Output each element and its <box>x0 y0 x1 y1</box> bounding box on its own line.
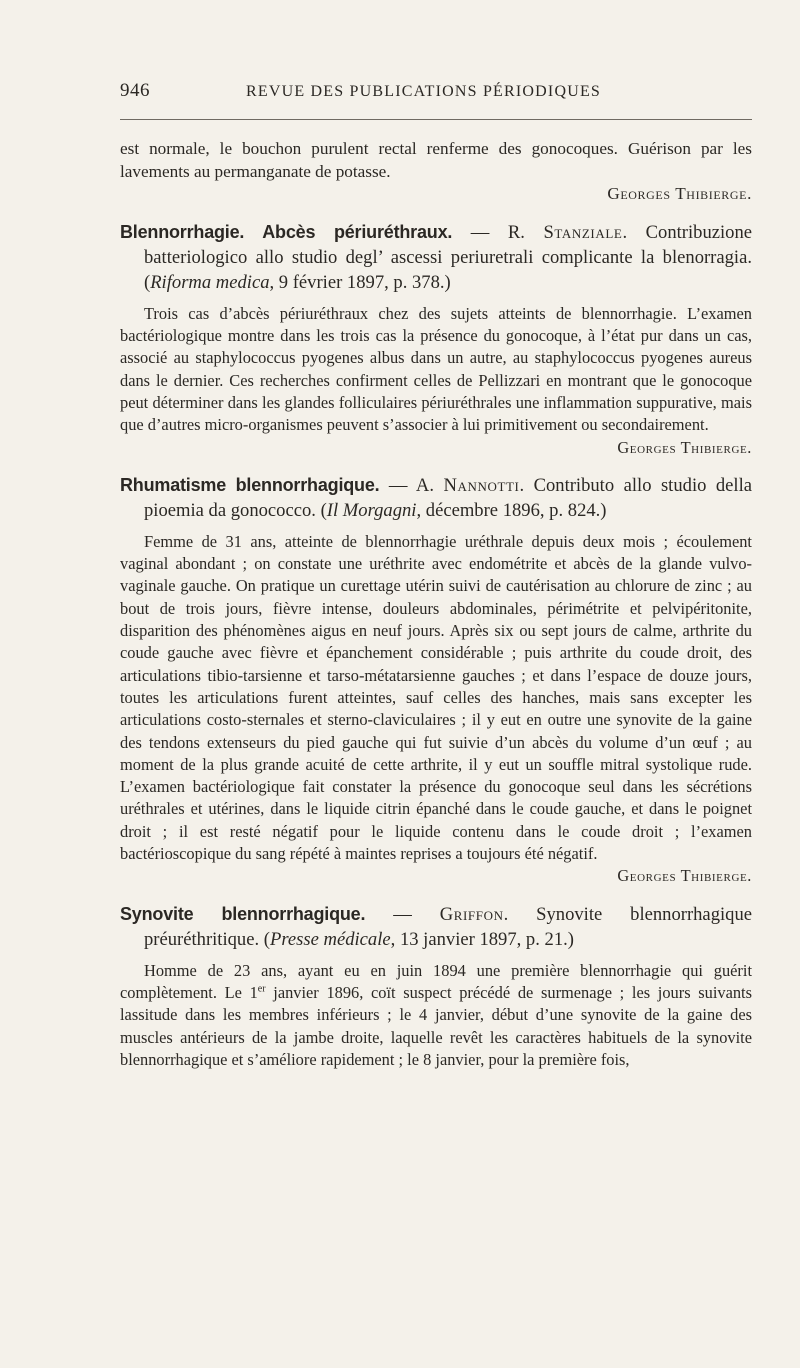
article-body: Femme de 31 ans, atteinte de blennorrhagie uréthrale depuis deux mois ; écoulement vaginal abondant ; on constate une uréthrite avec endométrite et abcès de la glande vulvo-vaginale gauche. On pratique un curettage utérin suivi de cautérisation au chlorure de zinc ; au bout de trois jours, fièvre intense, douleurs abdominales, périmétrite et pelvipéritonite, disparition des phénomènes aigus en neuf jours. Après six ou sept jours de calme, arthrite du coude gauche avec fièvre et épanchement considérable ; puis arthrite du coude droit, des articulations tibio-tarsienne et tarso-métatarsienne gauches ; et dans l’espace de douze jours, toutes les articulations furent atteintes, sauf celles des hanches, mais sans excepter les articulations costo-sternales et sterno-claviculaires ; il y eut en outre une synovite de la gaine des tendons extenseurs du pied gauche qui fut suivie d’un abcès du volume d’un œuf ; au moment de la plus grande acuité de cette arthrite, il y eut un souffle mitral systolique rude. L’examen bactériologique fait constater la présence du gonocoque seul dans les sécrétions uréthrales et utérines, dans le liquide citrin épanché dans le coude gauche, et dans le poignet droit ; il est resté négatif pour le liquide contenu dans le coude droit ; l’examen bactérioscopique du sang répété à maintes reprises a toujours été négatif. Georges Thibierge. <box>120 531 752 888</box>
running-title: REVUE DES PUBLICATIONS PÉRIODIQUES <box>246 83 602 100</box>
article-synovite-blennorrhagique <box>120 902 752 1071</box>
article-abces-periurethraux <box>120 220 752 459</box>
article-title: Rhumatisme blennorrhagique. <box>120 474 380 495</box>
article-title: Synovite blennorrhagique. <box>120 903 366 924</box>
article-heading: Blennorrhagie. Abcès périuréthraux. — R. Stanziale. Contribuzione batteriologico allo studio degl’ ascessi periuretrali complicante la blenorragia. (Riforma medica, 9 février 1897, p. 378.) <box>120 221 753 293</box>
intro-signature: Georges Thibierge. <box>607 184 752 204</box>
journal-name: Presse médicale <box>269 928 391 950</box>
intro-paragraph: est normale, le bouchon purulent rectal renferme des gonocoques. Guérison par les lavements au permanganate de potasse. <box>120 139 752 181</box>
article-author: Nannotti <box>443 474 520 496</box>
article-author: Stanziale <box>543 221 623 243</box>
page-header <box>120 80 752 106</box>
article-heading: Rhumatisme blennorrhagique. — A. Nannotti. Contributo allo studio della pioemia da gonococco. (Il Morgagni, décembre 1896, p. 824.) <box>120 474 752 521</box>
journal-name: Riforma medica <box>150 271 270 293</box>
journal-name: Il Morgagni <box>326 499 417 521</box>
article-author: Griffon <box>439 903 504 925</box>
article-rhumatisme-blennorrhagique <box>120 473 752 888</box>
page-number: 946 <box>120 80 150 101</box>
article-heading: Synovite blennorrhagique. — Griffon. Synovite blennorrhagique préuréthritique. (Presse médicale, 13 janvier 1897, p. 21.) <box>120 903 752 950</box>
header-rule <box>120 119 752 120</box>
article-signature: Georges Thibierge. <box>617 866 752 886</box>
article-body: Trois cas d’abcès périuréthraux chez des sujets atteints de blennorrhagie. L’examen bactériologique montre dans les trois cas la présence du gonocoque, à l’état pur dans un cas, associé au staphylococcus pyogenes albus dans un autre, au staphylococcus pyogenes aureus dans le dernier. Ces recherches confirment celles de Pellizzari en montrant que le gonocoque peut déterminer dans les glandes folliculaires périuréthrales une inflammation suppurative, mais que d’autres micro-organismes peuvent s’associer à lui primitivement ou secondairement. Georges Thibierge. <box>120 303 752 459</box>
page-content <box>120 138 752 1071</box>
article-body: Homme de 23 ans, ayant eu en juin 1894 une première blennorrhagie qui guérit complètement. Le 1er janvier 1896, coït suspect précédé de surmenage ; les jours suivants lassitude dans les membres inférieurs ; le 4 janvier, début d’une synovite de la gaine des muscles antérieurs de la jambe droite, laquelle revêt les caractères habituels de la synovite blennorrhagique et s’améliore rapidement ; le 8 janvier, pour la première fois, <box>120 960 752 1069</box>
article-signature: Georges Thibierge. <box>617 437 752 457</box>
article-title: Blennorrhagie. Abcès périuréthraux. <box>120 221 453 242</box>
